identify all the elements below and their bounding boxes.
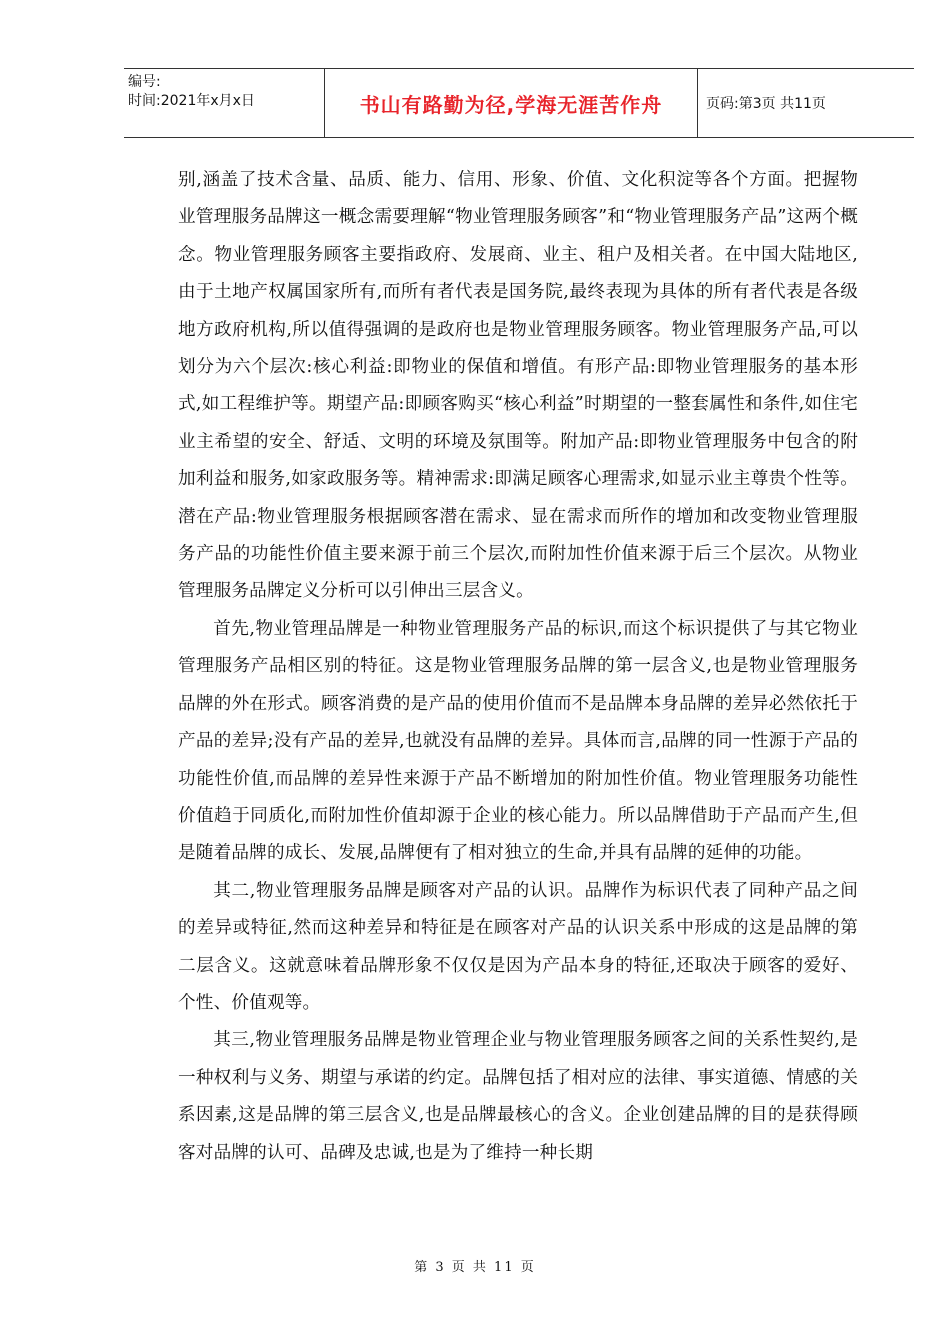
header-meta (124, 69, 324, 137)
page-footer: 第 3 页 共 11 页 (414, 1260, 536, 1275)
paragraph-continued: 别,涵盖了技术含量、品质、能力、信用、形象、价值、文化积淀等各个方面。把握物业管理服务品牌这一概念需要理解“物业管理服务顾客”和“物业管理服务产品”这两个概念。物业管理服务顾客主要指政府、发展商、业主、租户及相关者。在中国大陆地区,由于土地产权属国家所有,而所有者代表是国务院,最终表现为具体的所有者代表是各级地方政府机构,所以值得强调的是政府也是物业管理服务顾客。物业管理服务产品,可以划分为六个层次:核心利益:即物业的保值和增值。有形产品:即物业管理服务的基本形式,如工程维护等。期望产品:即顾客购买“核心利益”时期望的一整套属性和条件,如住宅业主希望的安全、舒适、文明的环境及氛围等。附加产品:即物业管理服务中包含的附加利益和服务,如家政服务等。精神需求:即满足顾客心理需求,如显示业主尊贵个性等。潜在产品:物业管理服务根据顾客潜在需求、显在需求而所作的增加和改变物业管理服务产品的功能性价值主要来源于前三个层次,而附加性价值来源于后三个层次。从物业管理服务品牌定义分析可以引伸出三层含义。 (178, 170, 858, 602)
page-header (124, 68, 914, 138)
header-slogan: 书山有路勤为径,学海无涯苦作舟 (324, 69, 698, 137)
document-body (178, 162, 858, 1172)
header-page-number: 页码:第3页 共11页 (706, 96, 826, 112)
document-number-label: 编号: (128, 74, 161, 90)
document-time-label: 时间:2021年x月x日 (128, 93, 255, 109)
paragraph-second-meaning: 其二,物业管理服务品牌是顾客对产品的认识。品牌作为标识代表了同种产品之间的差异或特征,然而这种差异和特征是在顾客对产品的认识关系中形成的这是品牌的第二层含义。这就意味着品牌形象不仅仅是因为产品本身的特征,还取决于顾客的爱好、个性、价值观等。 (178, 880, 858, 1013)
paragraph-first-meaning: 首先,物业管理品牌是一种物业管理服务产品的标识,而这个标识提供了与其它物业管理服务产品相区别的特征。这是物业管理服务品牌的第一层含义,也是物业管理服务品牌的外在形式。顾客消费的是产品的使用价值而不是品牌本身品牌的差异必然依托于产品的差异;没有产品的差异,也就没有品牌的差异。具体而言,品牌的同一性源于产品的功能性价值,而品牌的差异性来源于产品不断增加的附加性价值。物业管理服务功能性价值趋于同质化,而附加性价值却源于企业的核心能力。所以品牌借助于产品而产生,但是随着品牌的成长、发展,品牌便有了相对独立的生命,并具有品牌的延伸的功能。 (178, 618, 858, 864)
paragraph-third-meaning: 其三,物业管理服务品牌是物业管理企业与物业管理服务顾客之间的关系性契约,是一种权利与义务、期望与承诺的约定。品牌包括了相对应的法律、事实道德、情感的关系因素,这是品牌的第三层含义,也是品牌最核心的含义。企业创建品牌的目的是获得顾客对品牌的认可、品碑及忠诚,也是为了维持一种长期 (178, 1030, 858, 1163)
